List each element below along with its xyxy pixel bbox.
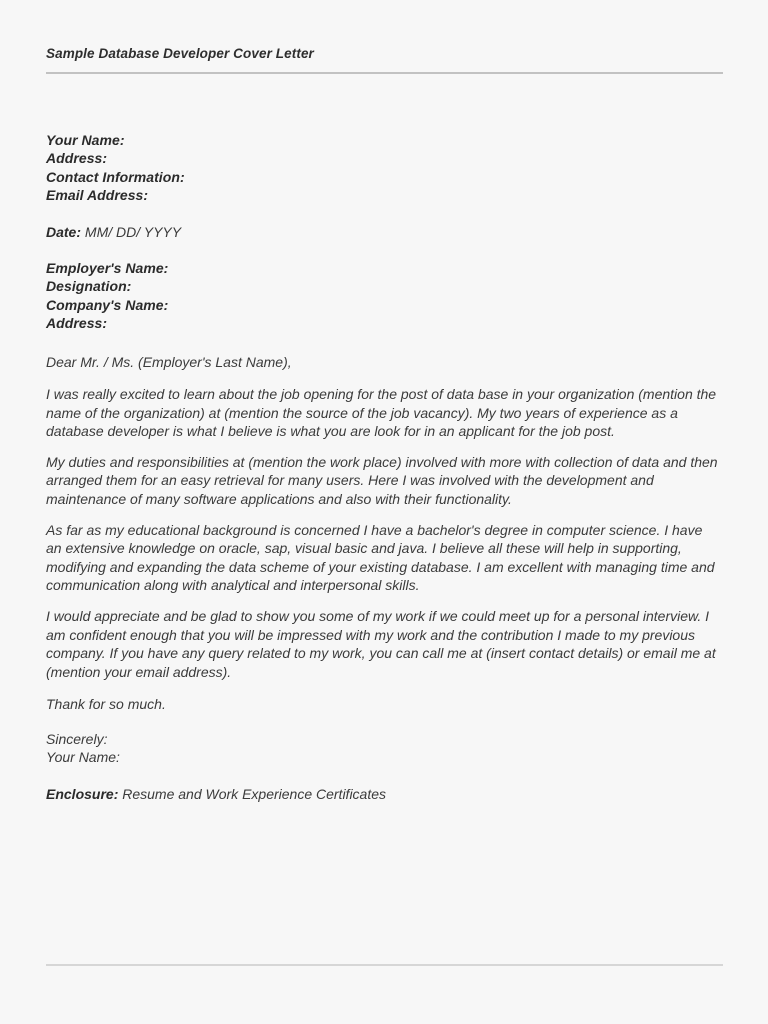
sender-address-label: Address: <box>46 150 108 167</box>
recipient-company-name-label: Company's Name: <box>46 296 169 313</box>
spacer-para-1 <box>46 441 726 453</box>
spacer-after-signature <box>46 767 726 785</box>
sender-contact-information-label: Contact Information: <box>46 168 185 185</box>
body-paragraph-2: My duties and responsibilities at (mention the work place) involved with more with collection of data and then arranged them for an easy retrieval for many users. Here I was involved with the development and maintenance of many software applications and also with their functionality. <box>46 453 718 508</box>
sender-your-name-label: Your Name: <box>46 132 125 148</box>
spacer-after-salutation <box>46 371 726 385</box>
spacer-para-3 <box>46 595 726 607</box>
sender-email-address-label: Email Address: <box>46 187 149 204</box>
date-value: MM/ DD/ YYYY <box>84 223 182 240</box>
recipient-employer-name-label: Employer's Name: <box>46 260 169 277</box>
sender-block <box>46 131 726 205</box>
salutation: Dear Mr. / Ms. (Employer's Last Name), <box>46 353 292 370</box>
spacer-after-thanks <box>46 714 726 730</box>
closing-sign-off: Sincerely: <box>46 730 108 747</box>
recipient-designation-label: Designation: <box>46 278 132 295</box>
header-divider <box>46 72 723 74</box>
date-line <box>46 223 726 241</box>
page-title: Sample Database Developer Cover Letter <box>46 46 314 61</box>
spacer-after-recipient <box>46 333 726 353</box>
closing-signature-name: Your Name: <box>46 749 120 766</box>
spacer-para-4 <box>46 681 726 695</box>
letter-body <box>46 131 726 803</box>
enclosure-line <box>46 785 726 803</box>
spacer-para-2 <box>46 509 726 521</box>
enclosure-label: Enclosure: <box>46 785 119 802</box>
spacer-after-date <box>46 241 726 259</box>
body-paragraph-1: I was really excited to learn about the job opening for the post of data base in your organization (mention the name of the organization) at (mention the source of the job vacancy). My two years of experience as a database developer is what I believe is what you are look for in an applicant for the job post. <box>46 386 717 440</box>
footer-divider <box>46 964 723 966</box>
body-paragraph-4: I would appreciate and be glad to show you some of my work if we could meet up for a personal interview. I am confident enough that you will be impressed with my work and the contribution I made to my previous company. If you have any query related to my work, you can call me at (insert contact details) or email me at (mention your email address). <box>46 608 716 680</box>
recipient-address-label: Address: <box>46 315 108 332</box>
enclosure-value: Resume and Work Experience Certificates <box>122 785 387 802</box>
recipient-block <box>46 259 726 333</box>
closing-thanks: Thank for so much. <box>46 696 166 713</box>
date-label: Date: <box>46 223 82 240</box>
spacer-after-sender <box>46 205 726 223</box>
body-paragraph-3: As far as my educational background is concerned I have a bachelor's degree in computer science. I have an extensive knowledge on oracle, sap, visual basic and java. I believe all these will help in supporting, modifying and expanding the data scheme of your existing database. I am excellent with managing time and communication along with analytical and interpersonal skills. <box>46 521 715 594</box>
